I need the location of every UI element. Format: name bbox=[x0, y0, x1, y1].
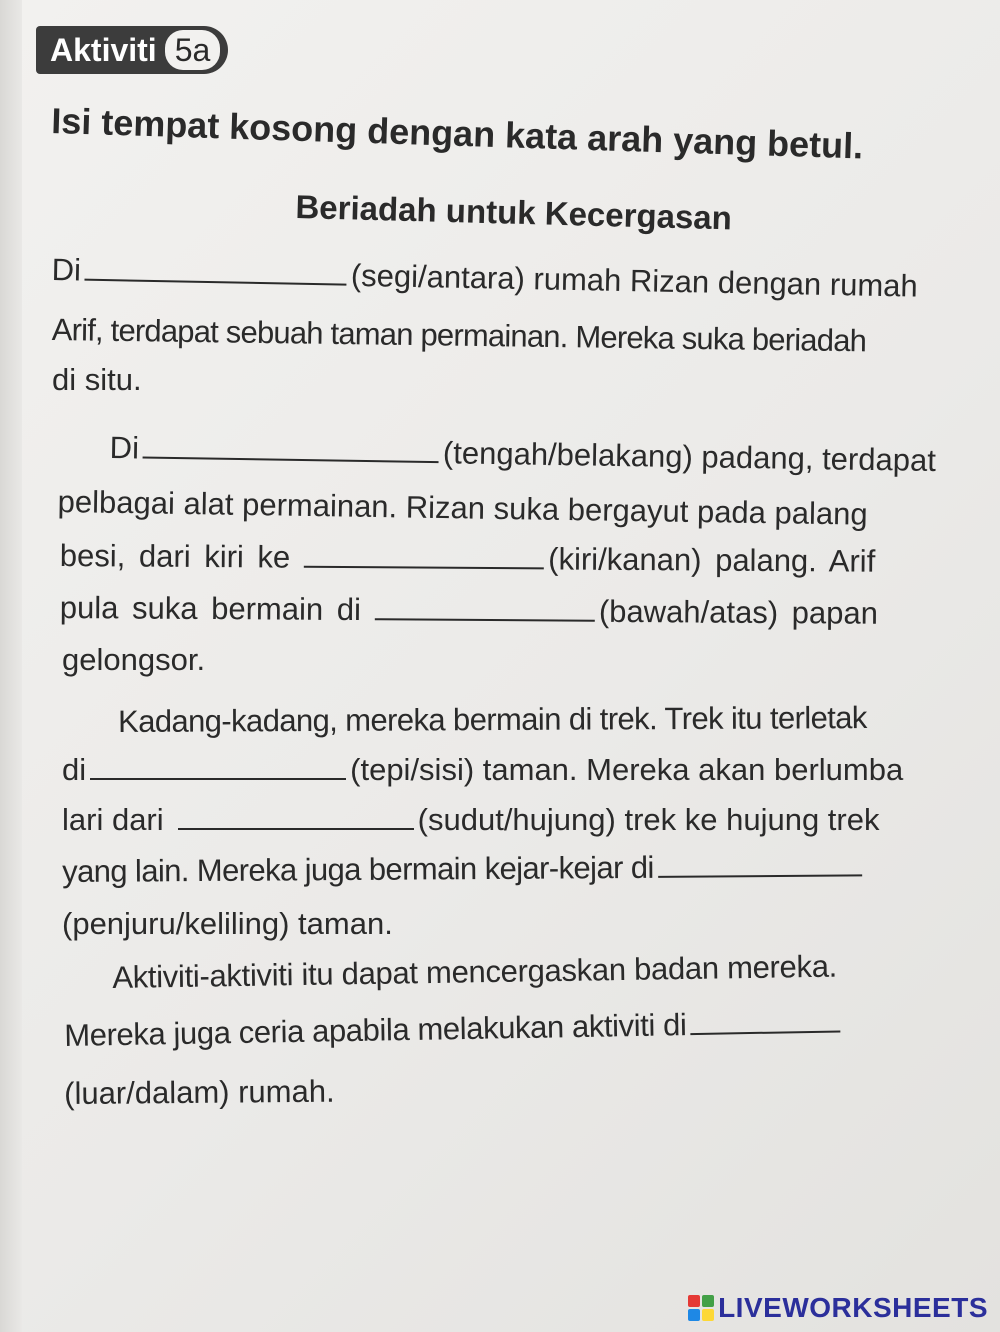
watermark-text: LIVEWORKSHEETS bbox=[718, 1292, 988, 1323]
text-line bbox=[62, 642, 205, 678]
answer-blank-3[interactable] bbox=[304, 540, 544, 570]
line-text: (bawah/atas) papan bbox=[598, 593, 879, 631]
line-text: (tepi/sisi) taman. Mereka akan berlumba bbox=[350, 752, 904, 787]
line-text: (kiri/kanan) palang. Arif bbox=[548, 541, 876, 579]
line-text: yang lain. Mereka juga bermain kejar-kejar di bbox=[62, 849, 654, 889]
line-text: lari dari bbox=[62, 802, 164, 837]
activity-label: Aktiviti bbox=[50, 31, 157, 68]
line-text: (tengah/belakang) padang, terdapat bbox=[442, 435, 937, 478]
line-text: (segi/antara) rumah Rizan dengan rumah bbox=[350, 257, 919, 304]
line-text: pula suka bermain di bbox=[59, 590, 362, 628]
liveworksheets-logo-icon bbox=[688, 1295, 714, 1321]
liveworksheets-watermark bbox=[688, 1292, 988, 1324]
text-line bbox=[118, 700, 867, 740]
line-text: di bbox=[62, 752, 87, 787]
text-line bbox=[62, 906, 393, 942]
answer-blank-4[interactable] bbox=[375, 592, 595, 622]
text-line bbox=[62, 752, 903, 788]
line-text: (penjuru/keliling) taman. bbox=[62, 906, 393, 941]
line-text: (sudut/hujung) trek ke hujung trek bbox=[417, 802, 880, 837]
answer-blank-5[interactable] bbox=[90, 752, 346, 780]
passage-title: Beriadah untuk Kecergasan bbox=[295, 188, 733, 237]
line-text: besi, dari kiri ke bbox=[59, 538, 291, 575]
line-text: di situ. bbox=[52, 362, 142, 397]
line-text: Di bbox=[109, 430, 140, 466]
answer-blank-8[interactable] bbox=[690, 1004, 840, 1035]
line-text: pelbagai alat permainan. Rizan suka bergayut pada palang bbox=[57, 484, 868, 532]
answer-blank-1[interactable] bbox=[85, 253, 347, 286]
activity-number: 5a bbox=[165, 30, 221, 70]
line-text: Kadang-kadang, mereka bermain di trek. Trek itu terletak bbox=[118, 700, 867, 739]
text-line bbox=[62, 848, 866, 890]
instruction-text: Isi tempat kosong dengan kata arah yang betul. bbox=[50, 100, 864, 167]
line-text: (luar/dalam) rumah. bbox=[64, 1073, 335, 1111]
text-line bbox=[62, 802, 879, 838]
page-edge bbox=[0, 0, 22, 1332]
text-line bbox=[60, 538, 876, 580]
answer-blank-7[interactable] bbox=[658, 848, 862, 877]
activity-badge bbox=[36, 26, 228, 74]
line-text: Di bbox=[51, 252, 82, 288]
line-text: gelongsor. bbox=[62, 642, 206, 677]
answer-blank-6[interactable] bbox=[178, 802, 414, 830]
text-line bbox=[52, 362, 142, 398]
text-line bbox=[64, 1074, 335, 1112]
line-text: Aktiviti-aktiviti itu dapat mencergaskan badan mereka. bbox=[112, 948, 838, 995]
text-line bbox=[60, 590, 878, 632]
line-text: Arif, terdapat sebuah taman permainan. Mereka suka beriadah bbox=[51, 312, 867, 359]
answer-blank-2[interactable] bbox=[143, 431, 439, 464]
line-text: Mereka juga ceria apabila melakukan aktiviti di bbox=[64, 1007, 687, 1053]
